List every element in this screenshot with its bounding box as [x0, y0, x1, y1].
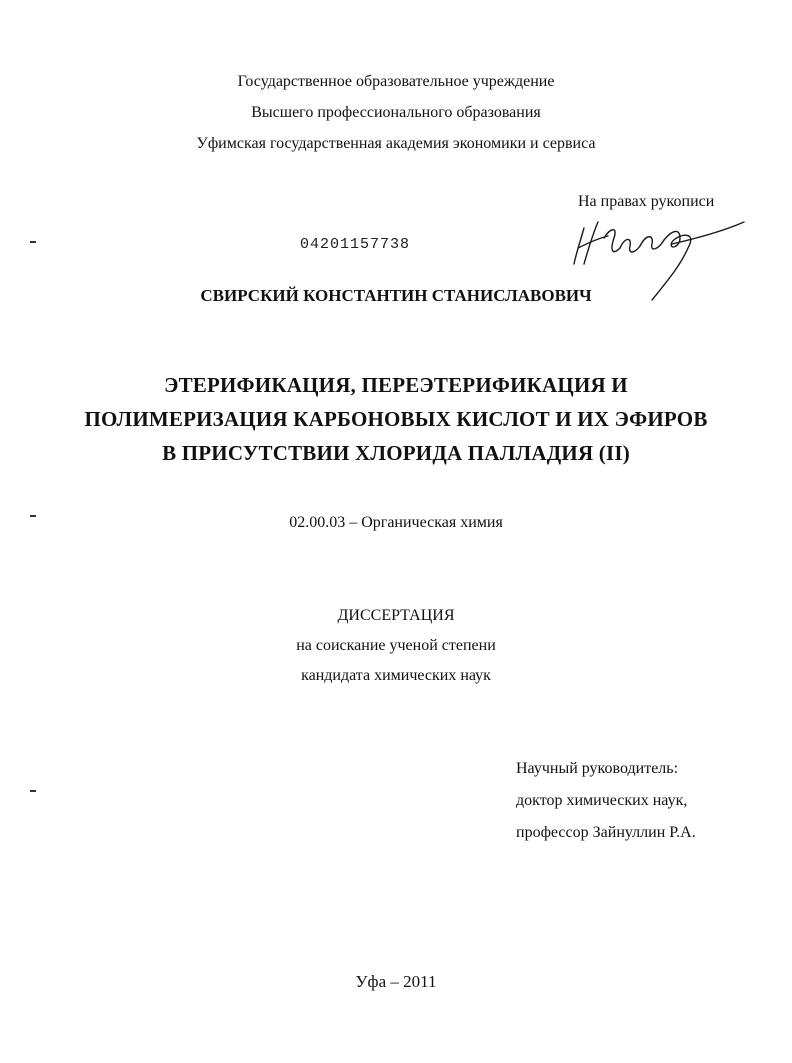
- city-year: Уфа – 2011: [355, 972, 437, 991]
- dissertation-line-1: на соискание ученой степени: [296, 637, 496, 654]
- scan-mark: [30, 790, 36, 792]
- dissertation-line-2: кандидата химических наук: [301, 667, 491, 684]
- dissertation-heading: ДИССЕРТАЦИЯ: [337, 607, 455, 624]
- institution-line-1: Государственное образовательное учреждение: [237, 73, 555, 90]
- scan-mark: [30, 241, 36, 243]
- supervisor-label: Научный руководитель:: [516, 760, 679, 777]
- institution-line-3: Уфимская государственная академия экономики и сервиса: [196, 135, 596, 152]
- author-name: СВИРСКИЙ КОНСТАНТИН СТАНИСЛАВОВИЧ: [200, 286, 592, 305]
- catalog-number: 04201157738: [300, 236, 411, 253]
- manuscript-note: На правах рукописи: [578, 193, 715, 210]
- title-line-3: В ПРИСУТСТВИИ ХЛОРИДА ПАЛЛАДИЯ (II): [162, 441, 630, 465]
- supervisor-name: профессор Зайнуллин Р.А.: [516, 824, 696, 841]
- title-line-2: ПОЛИМЕРИЗАЦИЯ КАРБОНОВЫХ КИСЛОТ И ИХ ЭФИРОВ: [84, 407, 708, 431]
- specialty: 02.00.03 – Органическая химия: [289, 514, 503, 531]
- institution-line-2: Высшего профессионального образования: [251, 104, 541, 121]
- supervisor-degree: доктор химических наук,: [516, 792, 688, 809]
- title-line-1: ЭТЕРИФИКАЦИЯ, ПЕРЕЭТЕРИФИКАЦИЯ И: [164, 373, 628, 397]
